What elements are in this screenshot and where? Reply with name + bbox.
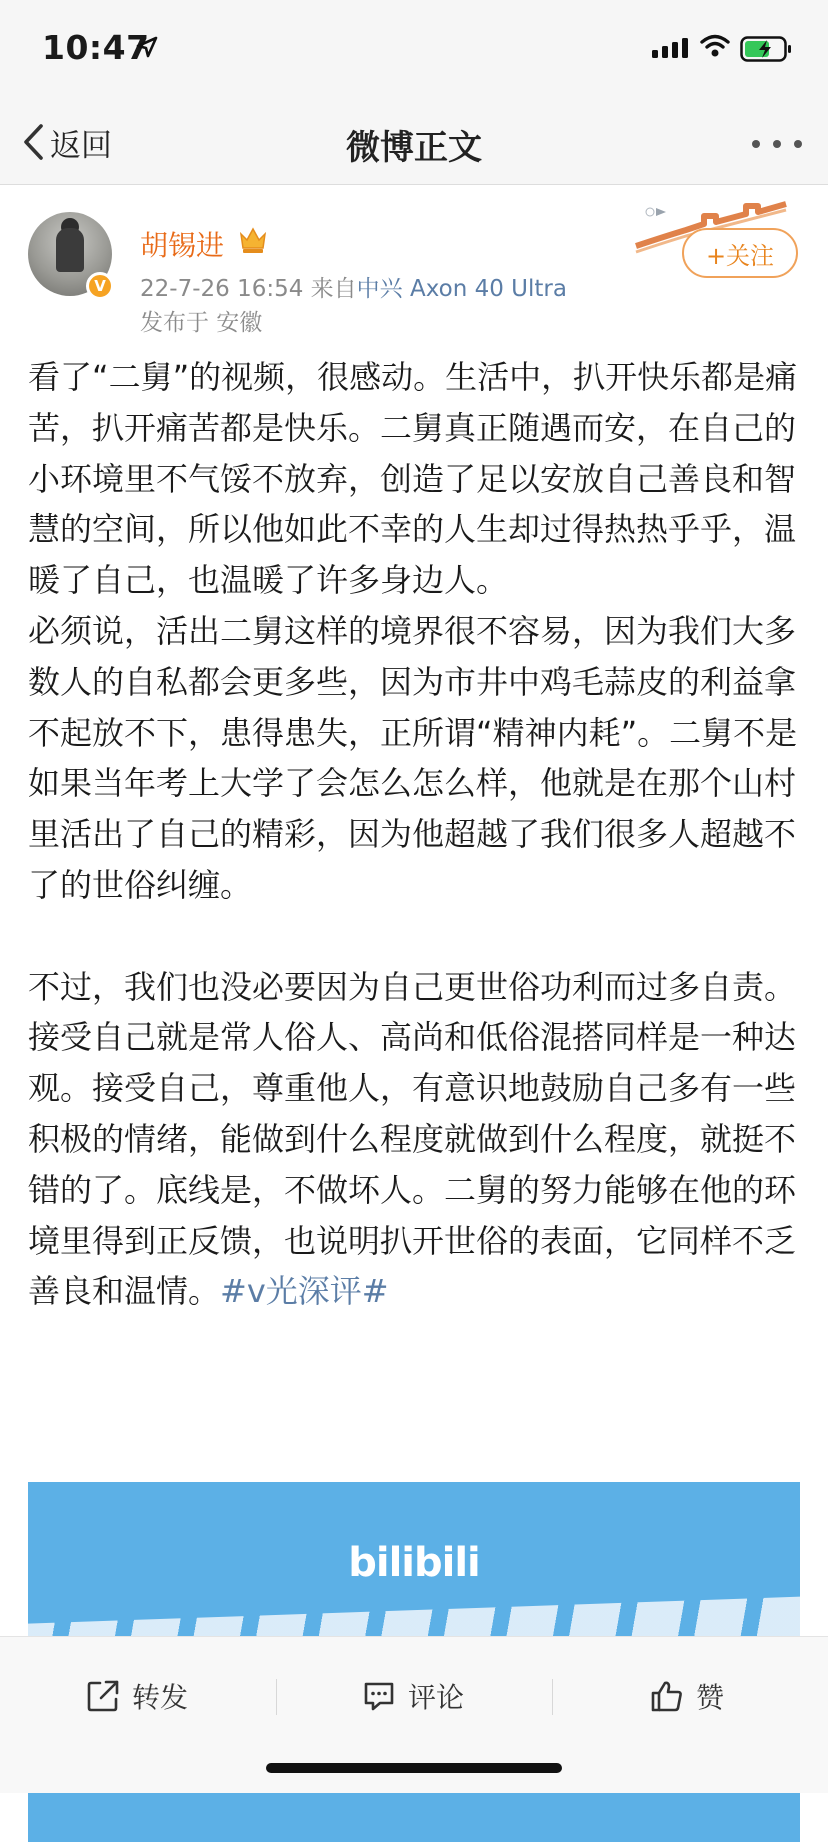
nav-bar <box>0 100 828 185</box>
verified-badge: V <box>86 272 114 300</box>
follow-button[interactable]: +关注 <box>682 228 798 278</box>
comment-icon <box>362 1679 396 1713</box>
more-dot-icon <box>752 140 760 148</box>
bilibili-logo: bilibili <box>348 1540 480 1586</box>
post-timestamp: 22-7-26 16:54 <box>140 276 304 302</box>
more-options-button[interactable] <box>752 138 802 150</box>
battery-charging-icon <box>740 36 792 62</box>
page-title: 微博正文 <box>346 128 482 168</box>
hashtag-link[interactable]: #v光深评# <box>220 1272 389 1311</box>
comment-label: 评论 <box>408 1681 465 1714</box>
share-icon <box>86 1679 120 1713</box>
source-device-link[interactable]: 中兴 Axon 40 Ultra <box>356 276 567 302</box>
vip-crown-icon <box>238 226 268 254</box>
toolbar-divider <box>552 1679 553 1715</box>
avatar-figure-body <box>56 228 84 272</box>
like-label: 赞 <box>696 1681 725 1714</box>
home-indicator[interactable] <box>266 1763 562 1773</box>
status-bar <box>0 0 828 100</box>
repost-label: 转发 <box>132 1681 189 1714</box>
location-arrow-icon <box>136 36 158 58</box>
bottom-toolbar <box>0 1636 828 1793</box>
more-dot-icon <box>773 140 781 148</box>
thumbs-up-icon <box>650 1679 684 1713</box>
cellular-signal-icon <box>652 38 688 58</box>
post-location: 发布于 安徽 <box>140 310 263 336</box>
wifi-icon <box>700 34 730 58</box>
toolbar-divider <box>276 1679 277 1715</box>
repost-button[interactable] <box>86 1671 188 1721</box>
more-dot-icon <box>794 140 802 148</box>
post-meta <box>140 270 567 303</box>
source-prefix: 来自 <box>310 276 357 302</box>
comment-button[interactable] <box>362 1671 464 1721</box>
author-name[interactable]: 胡锡进 <box>140 229 225 262</box>
like-button[interactable] <box>650 1671 724 1721</box>
back-label: 返回 <box>50 127 112 164</box>
post-content <box>28 352 800 1317</box>
post-body-text: 看了“二舅”的视频，很感动。生活中，扒开快乐都是痛苦，扒开痛苦都是快乐。二舅真正随遇而安，在自己的小环境里不气馁不放弃，创造了足以安放自己善良和智慧的空间，所以他如此不幸的人生却过得热热乎乎，温暖了自己，也温暖了许多身边人。 必须说，活出二舅这样的境界很不容易，因为我们大多数人的自私都会更多些，因为市井中鸡毛蒜皮的利益拿不起放不下，患得患失，正所谓“精神内耗”。二舅不是如果当年考上大学了会怎么怎么样，他就是在那个山村里活出了自己的精彩，因为他超越了我们很多人超越不了的世俗纠缠。 不过，我们也没必要因为自己更世俗功利而过多自责。接受自己就是常人俗人、高尚和低俗混搭同样是一种达观。接受自己，尊重他人，有意识地鼓励自己多有一些积极的情绪，能做到什么程度就做到什么程度，就挺不错的了。底线是，不做坏人。二舅的努力能够在他的环境里得到正反馈，也说明扒开世俗的表面，它同样不乏善良和温情。 <box>28 358 798 1311</box>
status-time: 10:47 <box>42 28 150 67</box>
